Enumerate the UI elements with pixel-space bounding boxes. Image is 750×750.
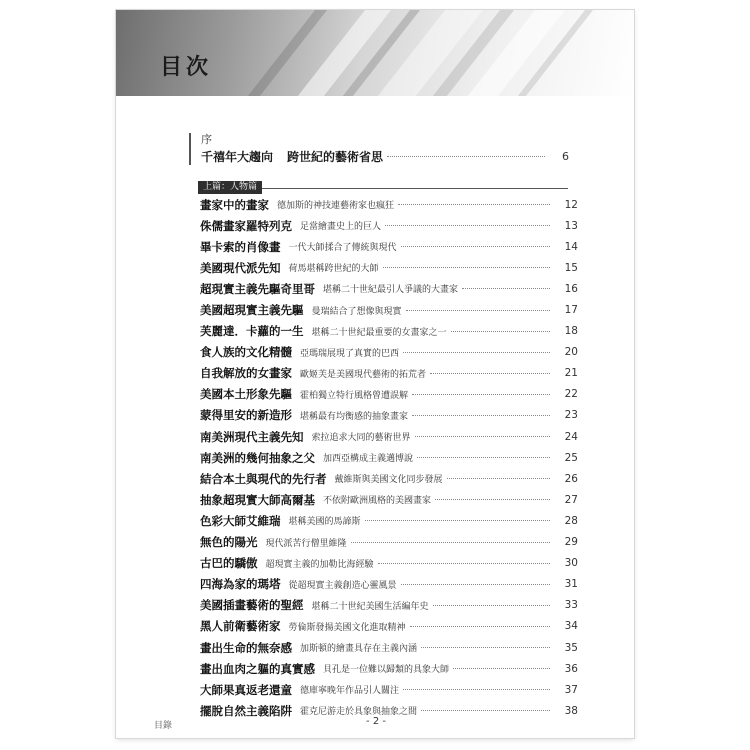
toc-entry[interactable] — [200, 532, 578, 553]
preface-label: 序 — [201, 133, 212, 146]
toc-entry-title: 色彩大師艾維瑞 — [200, 513, 281, 528]
toc-list — [200, 194, 578, 721]
toc-entry-title: 食人族的文化精髓 — [200, 345, 292, 360]
toc-entry-page-number: 31 — [564, 578, 578, 591]
toc-entry-title: 南美洲的幾何抽象之父 — [200, 450, 315, 465]
toc-entry[interactable] — [200, 194, 578, 215]
toc-entry[interactable] — [200, 510, 578, 531]
toc-entry-page-number: 35 — [564, 641, 578, 654]
dot-leader — [383, 267, 550, 268]
toc-entry[interactable] — [200, 257, 578, 278]
toc-entry-title: 畢卡索的肖像畫 — [200, 239, 281, 254]
dot-leader — [403, 352, 550, 353]
toc-entry[interactable] — [200, 278, 578, 299]
toc-entry-page-number: 20 — [564, 346, 578, 359]
toc-entry[interactable] — [200, 342, 578, 363]
toc-entry-subtitle: 霍柏獨立特行風格曾遭誤解 — [300, 390, 409, 401]
toc-entry[interactable] — [200, 405, 578, 426]
toc-entry-subtitle: 戴維斯與美國文化同步發展 — [334, 475, 443, 486]
toc-entry-subtitle: 荷馬堪稱跨世紀的大師 — [288, 264, 379, 275]
toc-entry-title: 美國現代派先知 — [200, 260, 281, 275]
dot-leader — [378, 563, 550, 564]
dot-leader — [462, 288, 550, 289]
page-title: 目次 — [160, 55, 213, 80]
toc-entry[interactable] — [200, 236, 578, 257]
preface-title: 千禧年大趨向 — [201, 149, 274, 164]
toc-entry-title: 畫出生命的無奈感 — [200, 640, 292, 655]
dot-leader — [421, 710, 550, 711]
toc-entry[interactable] — [200, 595, 578, 616]
toc-entry-page-number: 16 — [564, 282, 578, 295]
toc-entry-page-number: 36 — [564, 662, 578, 675]
preface-page-number: 6 — [562, 149, 569, 163]
toc-entry[interactable] — [200, 489, 578, 510]
toc-entry[interactable] — [200, 299, 578, 320]
toc-entry-subtitle: 加西亞構成主義邁博說 — [323, 454, 414, 465]
toc-entry[interactable] — [200, 553, 578, 574]
toc-entry-title: 古巴的驕傲 — [200, 556, 258, 571]
toc-entry-page-number: 34 — [564, 620, 578, 633]
toc-entry[interactable] — [200, 447, 578, 468]
toc-entry-title: 畫家中的畫家 — [200, 197, 269, 212]
toc-entry-subtitle: 曼瑞結合了想像與現實 — [311, 306, 402, 317]
dot-leader — [451, 331, 550, 332]
toc-entry-title: 大師果真返老還童 — [200, 682, 292, 697]
toc-entry-page-number: 27 — [564, 493, 578, 506]
toc-entry-subtitle: 堪稱二十世紀最重要的女畫家之一 — [311, 327, 447, 338]
toc-entry-page-number: 33 — [564, 599, 578, 612]
toc-entry-title: 美國超現實主義先驅 — [200, 303, 304, 318]
toc-entry-page-number: 29 — [564, 536, 578, 549]
toc-entry-title: 美國本土形象先驅 — [200, 387, 292, 402]
toc-entry-page-number: 24 — [564, 430, 578, 443]
dot-leader — [453, 668, 550, 669]
dot-leader — [430, 373, 550, 374]
toc-entry[interactable] — [200, 363, 578, 384]
toc-entry[interactable] — [200, 679, 578, 700]
toc-entry[interactable] — [200, 215, 578, 236]
dot-leader — [385, 225, 550, 226]
toc-entry-subtitle: 索拉追求大同的藝術世界 — [311, 433, 411, 444]
toc-entry[interactable] — [200, 658, 578, 679]
section-label: 上篇：人物篇 — [198, 181, 262, 194]
toc-entry-subtitle: 霍克尼游走於具象與抽象之間 — [300, 707, 418, 718]
toc-entry-subtitle: 勞倫斯發揚美國文化進取精神 — [288, 622, 406, 633]
footer-section-name: 目錄 — [154, 721, 173, 731]
section-header — [198, 174, 568, 192]
dot-leader — [403, 689, 550, 690]
preface-line — [201, 147, 569, 165]
preface-subtitle: 跨世紀的藝術省思 — [287, 149, 384, 164]
toc-entry-subtitle: 堪稱美國的馬諦斯 — [288, 517, 361, 528]
dot-leader — [421, 647, 550, 648]
toc-entry-title: 擺脫自然主義陷阱 — [200, 703, 292, 718]
toc-entry-title: 侏儒畫家羅特列克 — [200, 218, 292, 233]
toc-entry-title: 南美洲現代主義先知 — [200, 429, 304, 444]
toc-entry-page-number: 28 — [564, 514, 578, 527]
dot-leader — [351, 542, 550, 543]
dot-leader — [401, 246, 550, 247]
dot-leader — [447, 478, 550, 479]
dot-leader — [398, 204, 550, 205]
toc-entry-subtitle: 堪稱二十世紀美國生活編年史 — [311, 601, 429, 612]
toc-entry-title: 畫出血肉之軀的真實感 — [200, 661, 315, 676]
toc-entry-page-number: 14 — [564, 240, 578, 253]
toc-entry-subtitle: 德庫寧晚年作品引人關注 — [300, 686, 400, 697]
toc-entry-subtitle: 堪稱二十世紀最引人爭議的大畫家 — [323, 285, 459, 296]
toc-entry-subtitle: 貝孔是一位難以歸類的具象大師 — [323, 665, 450, 676]
toc-entry[interactable] — [200, 384, 578, 405]
dot-leader — [406, 310, 550, 311]
dot-leader — [365, 520, 550, 521]
toc-entry-subtitle: 歐姬芙是美國現代藝術的拓荒者 — [300, 369, 427, 380]
preface-entry[interactable] — [189, 133, 569, 165]
toc-entry-page-number: 13 — [564, 219, 578, 232]
toc-entry-subtitle: 不依附歐洲風格的美國畫家 — [323, 496, 432, 507]
toc-entry[interactable] — [200, 426, 578, 447]
footer-page-number: - 2 - — [366, 716, 386, 727]
document-page — [116, 10, 634, 738]
toc-entry-subtitle: 超現實主義的加勒比海經驗 — [265, 559, 374, 570]
dot-leader — [412, 415, 550, 416]
toc-entry-page-number: 18 — [564, 325, 578, 338]
toc-entry-title: 自我解放的女畫家 — [200, 366, 292, 381]
toc-entry-title: 無色的陽光 — [200, 535, 258, 550]
dot-leader — [412, 394, 550, 395]
dot-leader — [387, 156, 545, 157]
dot-leader — [433, 605, 550, 606]
dot-leader — [401, 584, 550, 585]
toc-entry-subtitle: 德加斯的神技連藝術家也瘋狂 — [277, 201, 395, 212]
toc-entry-page-number: 25 — [564, 451, 578, 464]
toc-entry-title: 蒙得里安的新造形 — [200, 408, 292, 423]
toc-entry-subtitle: 足當繪畫史上的巨人 — [300, 222, 382, 233]
toc-entry-title: 抽象超現實大師高爾基 — [200, 492, 315, 507]
toc-entry-page-number: 38 — [564, 704, 578, 717]
toc-entry-page-number: 21 — [564, 367, 578, 380]
toc-entry-page-number: 15 — [564, 261, 578, 274]
toc-entry-subtitle: 堪稱最有均衡感的抽象畫家 — [300, 411, 409, 422]
toc-entry-subtitle: 加斯頓的繪畫具存在主義內涵 — [300, 644, 418, 655]
toc-entry-page-number: 22 — [564, 388, 578, 401]
toc-entry-page-number: 30 — [564, 557, 578, 570]
dot-leader — [410, 626, 550, 627]
toc-entry-title: 結合本土與現代的先行者 — [200, 471, 327, 486]
toc-entry-page-number: 23 — [564, 409, 578, 422]
toc-entry-title: 黑人前衛藝術家 — [200, 619, 281, 634]
toc-entry-title: 芙麗達．卡蘿的一生 — [200, 324, 304, 339]
dot-leader — [435, 499, 550, 500]
dot-leader — [415, 436, 550, 437]
toc-entry[interactable] — [200, 616, 578, 637]
toc-entry-page-number: 17 — [564, 304, 578, 317]
toc-entry-title: 超現實主義先驅奇里哥 — [200, 281, 315, 296]
toc-entry-page-number: 26 — [564, 472, 578, 485]
toc-entry-page-number: 12 — [564, 198, 578, 211]
dot-leader — [417, 457, 550, 458]
toc-entry[interactable] — [200, 637, 578, 658]
toc-entry-title: 四海為家的瑪塔 — [200, 577, 281, 592]
toc-entry-subtitle: 亞瑪瑞展現了真實的巴西 — [300, 348, 400, 359]
toc-entry[interactable] — [200, 468, 578, 489]
header-banner — [116, 10, 634, 96]
toc-entry-subtitle: 現代派苦行僧里維隆 — [265, 538, 347, 549]
toc-entry-page-number: 37 — [564, 683, 578, 696]
toc-entry[interactable] — [200, 321, 578, 342]
toc-entry-subtitle: 一代大師揉合了傳統與現代 — [288, 243, 397, 254]
toc-entry[interactable] — [200, 574, 578, 595]
toc-entry-title: 美國插畫藝術的聖經 — [200, 598, 304, 613]
toc-entry-subtitle: 從超現實主義創造心靈風景 — [288, 580, 397, 591]
